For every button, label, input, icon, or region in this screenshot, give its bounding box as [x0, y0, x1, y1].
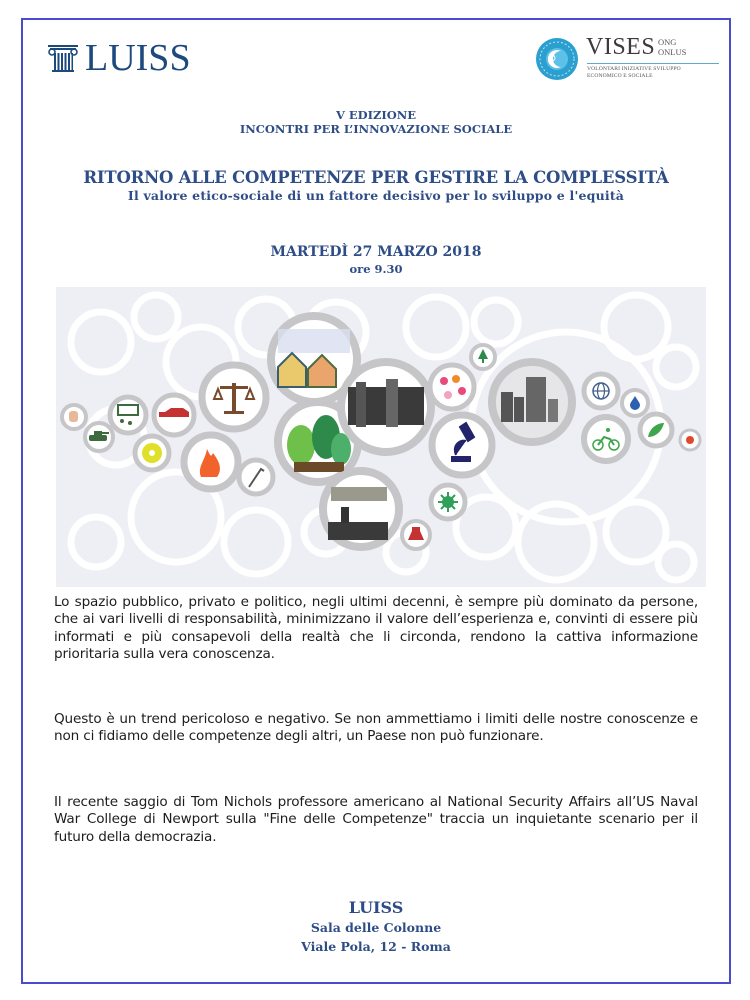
tank-icon — [85, 423, 113, 451]
virus-icon — [431, 485, 465, 519]
flask-icon — [402, 521, 430, 549]
factory-icon — [323, 471, 399, 547]
globe-icon — [584, 374, 618, 408]
body-paragraph: Il recente saggio di Tom Nichols professore americano al National Security Affairs all’US Naval War College di Newport sulla "Fine delle Competenze" traccia un inquietante scenario per il futuro della democrazia. — [54, 794, 698, 845]
flowers-icon — [430, 365, 474, 409]
venue-hall: Sala delle Colonne — [310, 920, 442, 935]
social-innovation-illustration — [56, 287, 706, 587]
series-label: INCONTRI PER L’INNOVAZIONE SOCIALE — [239, 122, 513, 136]
buildings-icon — [492, 362, 572, 442]
ionic-column-icon — [47, 44, 79, 72]
body-paragraph: Lo spazio pubblico, privato e politico, negli ultimi decenni, è sempre più dominato da persone, che ai vari livelli di responsabilità, minimizzano il valore dell’esperienza e, convinti di essere più informati e più consapevoli della realtà che li circonda, rendono la cattiva informazione prioritaria sulla vera conoscenza. — [54, 594, 698, 663]
body-paragraph: Questo è un trend pericoloso e negativo. Se non ammettiamo i limiti delle nostre conoscenze e non ci fidiamo delle competenze degli altri, un Paese non può funzionare. — [54, 711, 698, 745]
radiation-icon — [135, 436, 169, 470]
scales-icon — [202, 365, 266, 429]
crowd-icon — [341, 362, 431, 452]
cyclist-icon — [584, 417, 628, 461]
vises-name: VISES — [586, 34, 656, 60]
water-drop-icon — [622, 390, 648, 416]
vises-tag-onlus: ONLUS — [658, 47, 687, 57]
venue-name: LUISS — [348, 898, 404, 917]
cane-icon — [239, 460, 273, 494]
event-time: ore 9.30 — [349, 262, 403, 276]
vises-subtitle — [587, 66, 681, 80]
pine-tree-icon — [471, 345, 495, 369]
vises-tags — [658, 37, 686, 57]
vises-logo — [535, 32, 725, 92]
luiss-wordmark: LUISS — [85, 37, 191, 79]
event-date: MARTEDÌ 27 MARZO 2018 — [270, 244, 482, 260]
money-icon — [110, 397, 146, 433]
hand-icon — [62, 405, 86, 429]
edition-block — [21, 108, 731, 136]
luiss-logo — [47, 37, 191, 79]
car-icon — [154, 395, 194, 435]
event-subtitle: Il valore etico-sociale di un fattore decisivo per lo sviluppo e l'equità — [127, 188, 625, 203]
vises-subtitle-line: ECONOMICO E SOCIALE — [587, 73, 653, 79]
vises-divider — [587, 63, 719, 64]
event-title: RITORNO ALLE COMPETENZE PER GESTIRE LA COMPLESSITÀ — [83, 168, 669, 187]
microscope-icon — [432, 415, 492, 475]
illustration-svg — [56, 287, 706, 587]
vises-tag-ong: ONG — [658, 37, 677, 47]
edition-label: V EDIZIONE — [335, 108, 417, 122]
flower-icon — [680, 430, 700, 450]
venue-address: Viale Pola, 12 - Roma — [301, 939, 451, 954]
vises-subtitle-line: VOLONTARI INIZIATIVE SVILUPPO — [587, 66, 681, 72]
fire-icon — [184, 435, 238, 489]
leaf-icon — [640, 414, 672, 446]
vises-emblem-icon — [535, 37, 579, 81]
